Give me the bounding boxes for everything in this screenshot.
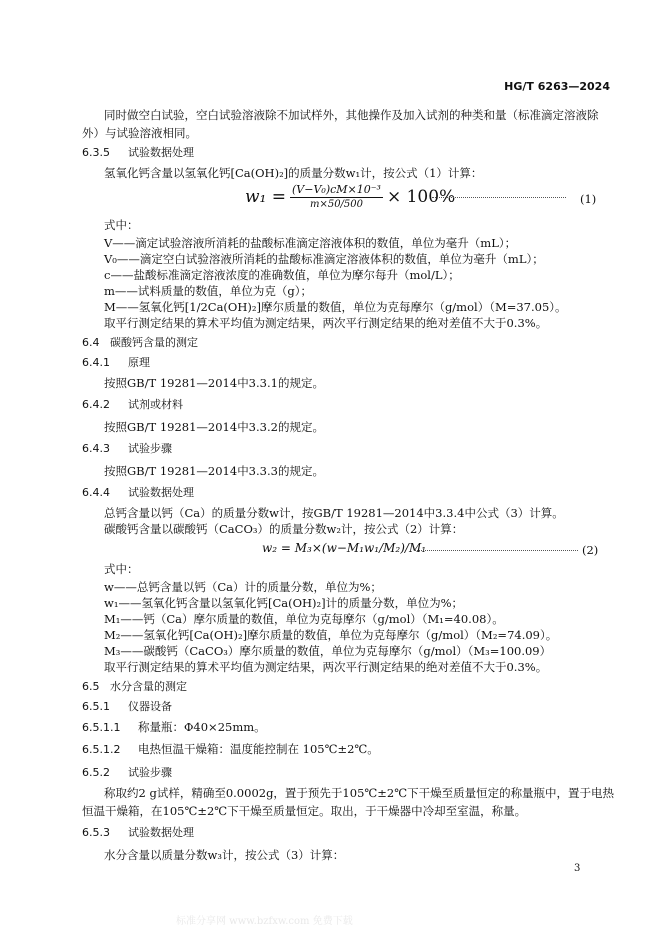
where-V: V——滴定试验溶液所消耗的盐酸标准滴定溶液体积的数值，单位为毫升（mL）； bbox=[104, 236, 517, 250]
item-text: 称量瓶：Φ40×25mm。 bbox=[138, 720, 266, 734]
section-heading-6-4-1 bbox=[82, 356, 150, 370]
result-average-2: 取平行测定结果的算术平均值为测定结果，两次平行测定结果的绝对差值不大于0.3%。 bbox=[104, 660, 548, 674]
calcium-hydroxide-intro: 氢氧化钙含量以氢氧化钙[Ca(OH)₂]的质量分数w₁计，按公式（1）计算： bbox=[104, 166, 483, 180]
section-number: 6.4.3 bbox=[82, 442, 110, 455]
equation-2-leader bbox=[414, 550, 578, 551]
equation-1 bbox=[245, 180, 455, 214]
section-title: 试验数据处理 bbox=[128, 826, 194, 839]
item-number: 6.5.1.2 bbox=[82, 743, 121, 756]
section-title: 仪器设备 bbox=[128, 700, 172, 713]
section-heading-6-5 bbox=[82, 680, 187, 694]
item-text: 电热恒温干燥箱：温度能控制在 105℃±2℃。 bbox=[138, 742, 379, 756]
item-number: 6.5.1.1 bbox=[82, 721, 121, 734]
where-M2: M₂——氢氧化钙[Ca(OH)₂]摩尔质量的数值，单位为克每摩尔（g/mol）（M₂=74.09）。 bbox=[104, 628, 558, 642]
equation-1-rhs: × 100% bbox=[386, 187, 456, 207]
item-6-5-1-2 bbox=[82, 742, 379, 757]
section-title: 试验步骤 bbox=[128, 766, 172, 779]
procedure-text: 按照GB/T 19281—2014中3.3.3的规定。 bbox=[104, 464, 324, 478]
equation-1-label: (1) bbox=[580, 192, 597, 206]
where-label-1: 式中： bbox=[104, 218, 139, 232]
section-title: 试验步骤 bbox=[128, 442, 172, 455]
moisture-procedure-line2: 恒温干燥箱，在105℃±2℃下干燥至质量恒定。取出，于干燥器中冷却至室温，称量。 bbox=[82, 804, 527, 818]
section-number: 6.4.2 bbox=[82, 398, 110, 411]
section-number: 6.5.2 bbox=[82, 766, 110, 779]
result-average-1: 取平行测定结果的算术平均值为测定结果，两次平行测定结果的绝对差值不大于0.3%。 bbox=[104, 316, 548, 330]
paragraph-blank-test-line2: 外）与试验溶液相同。 bbox=[82, 126, 197, 140]
section-heading-6-4-4 bbox=[82, 486, 194, 500]
equation-1-fraction bbox=[290, 183, 383, 212]
moisture-procedure-line1: 称取约2 g试样，精确至0.0002g，置于预先于105℃±2℃下干燥至质量恒定的称量瓶中，置于电热 bbox=[104, 786, 615, 800]
where-M3: M₃——碳酸钙（CaCO₃）摩尔质量的数值，单位为克每摩尔（g/mol）（M₃=100.09） bbox=[104, 644, 552, 658]
equation-1-numerator: (V−V₀)cM×10⁻³ bbox=[292, 182, 381, 196]
watermark: 标准分享网 www.bzfxw.com 免费下载 bbox=[176, 916, 353, 927]
section-heading-6-4-3 bbox=[82, 442, 172, 456]
section-number: 6.3.5 bbox=[82, 146, 110, 159]
section-title: 试剂或材料 bbox=[128, 398, 183, 411]
section-heading-6-5-1 bbox=[82, 700, 172, 714]
section-title: 水分含量的测定 bbox=[110, 680, 187, 693]
total-calcium-text: 总钙含量以钙（Ca）的质量分数w计，按GB/T 19281—2014中3.3.4中公式（3）计算。 bbox=[104, 506, 564, 520]
where-w: w——总钙含量以钙（Ca）计的质量分数，单位为%； bbox=[104, 580, 382, 594]
where-M: M——氢氧化钙[1/2Ca(OH)₂]摩尔质量的数值，单位为克每摩尔（g/mol）（M=37.05）。 bbox=[104, 300, 567, 314]
where-M1: M₁——钙（Ca）摩尔质量的数值，单位为克每摩尔（g/mol）（M₁=40.08）。 bbox=[104, 612, 504, 626]
where-label-2: 式中： bbox=[104, 562, 139, 576]
principle-text: 按照GB/T 19281—2014中3.3.1的规定。 bbox=[104, 376, 324, 390]
calcium-carbonate-intro: 碳酸钙含量以碳酸钙（CaCO₃）的质量分数w₂计，按公式（2）计算： bbox=[104, 522, 464, 536]
standard-number: HG/T 6263—2024 bbox=[504, 80, 610, 93]
section-heading-6-3-5 bbox=[82, 146, 194, 160]
section-number: 6.5 bbox=[82, 680, 100, 693]
section-heading-6-4-2 bbox=[82, 398, 183, 412]
section-heading-6-5-3 bbox=[82, 826, 194, 840]
reagents-text: 按照GB/T 19281—2014中3.3.2的规定。 bbox=[104, 420, 324, 434]
equation-1-lhs: w₁ = bbox=[245, 187, 287, 207]
section-title: 试验数据处理 bbox=[128, 486, 194, 499]
equation-2: w₂ = M₃×(w−M₁w₁/M₂)/M₁ bbox=[262, 541, 427, 555]
where-c: c——盐酸标准滴定溶液浓度的准确数值，单位为摩尔每升（mol/L）； bbox=[104, 268, 460, 282]
equation-2-label: (2) bbox=[582, 543, 599, 557]
section-number: 6.4.4 bbox=[82, 486, 110, 499]
section-number: 6.5.1 bbox=[82, 700, 110, 713]
moisture-intro: 水分含量以质量分数w₃计，按公式（3）计算： bbox=[104, 848, 345, 862]
section-title: 原理 bbox=[128, 356, 150, 369]
section-heading-6-5-2 bbox=[82, 766, 172, 780]
where-V0: V₀——滴定空白试验溶液所消耗的盐酸标准滴定溶液体积的数值，单位为毫升（mL）； bbox=[104, 252, 544, 266]
where-m: m——试料质量的数值，单位为克（g）； bbox=[104, 284, 313, 298]
equation-1-denominator: m×50/500 bbox=[309, 198, 364, 210]
where-w1: w₁——氢氧化钙含量以氢氧化钙[Ca(OH)₂]计的质量分数，单位为%； bbox=[104, 596, 464, 610]
paragraph-blank-test-line1: 同时做空白试验，空白试验溶液除不加试样外，其他操作及加入试剂的种类和量（标准滴定溶液除 bbox=[104, 108, 599, 122]
page-number: 3 bbox=[574, 863, 581, 874]
section-title: 试验数据处理 bbox=[128, 146, 194, 159]
item-6-5-1-1 bbox=[82, 720, 266, 735]
section-title: 碳酸钙含量的测定 bbox=[110, 336, 198, 349]
section-number: 6.4.1 bbox=[82, 356, 110, 369]
section-number: 6.4 bbox=[82, 336, 100, 349]
section-number: 6.5.3 bbox=[82, 826, 110, 839]
equation-1-leader bbox=[432, 197, 566, 198]
section-heading-6-4 bbox=[82, 336, 198, 350]
